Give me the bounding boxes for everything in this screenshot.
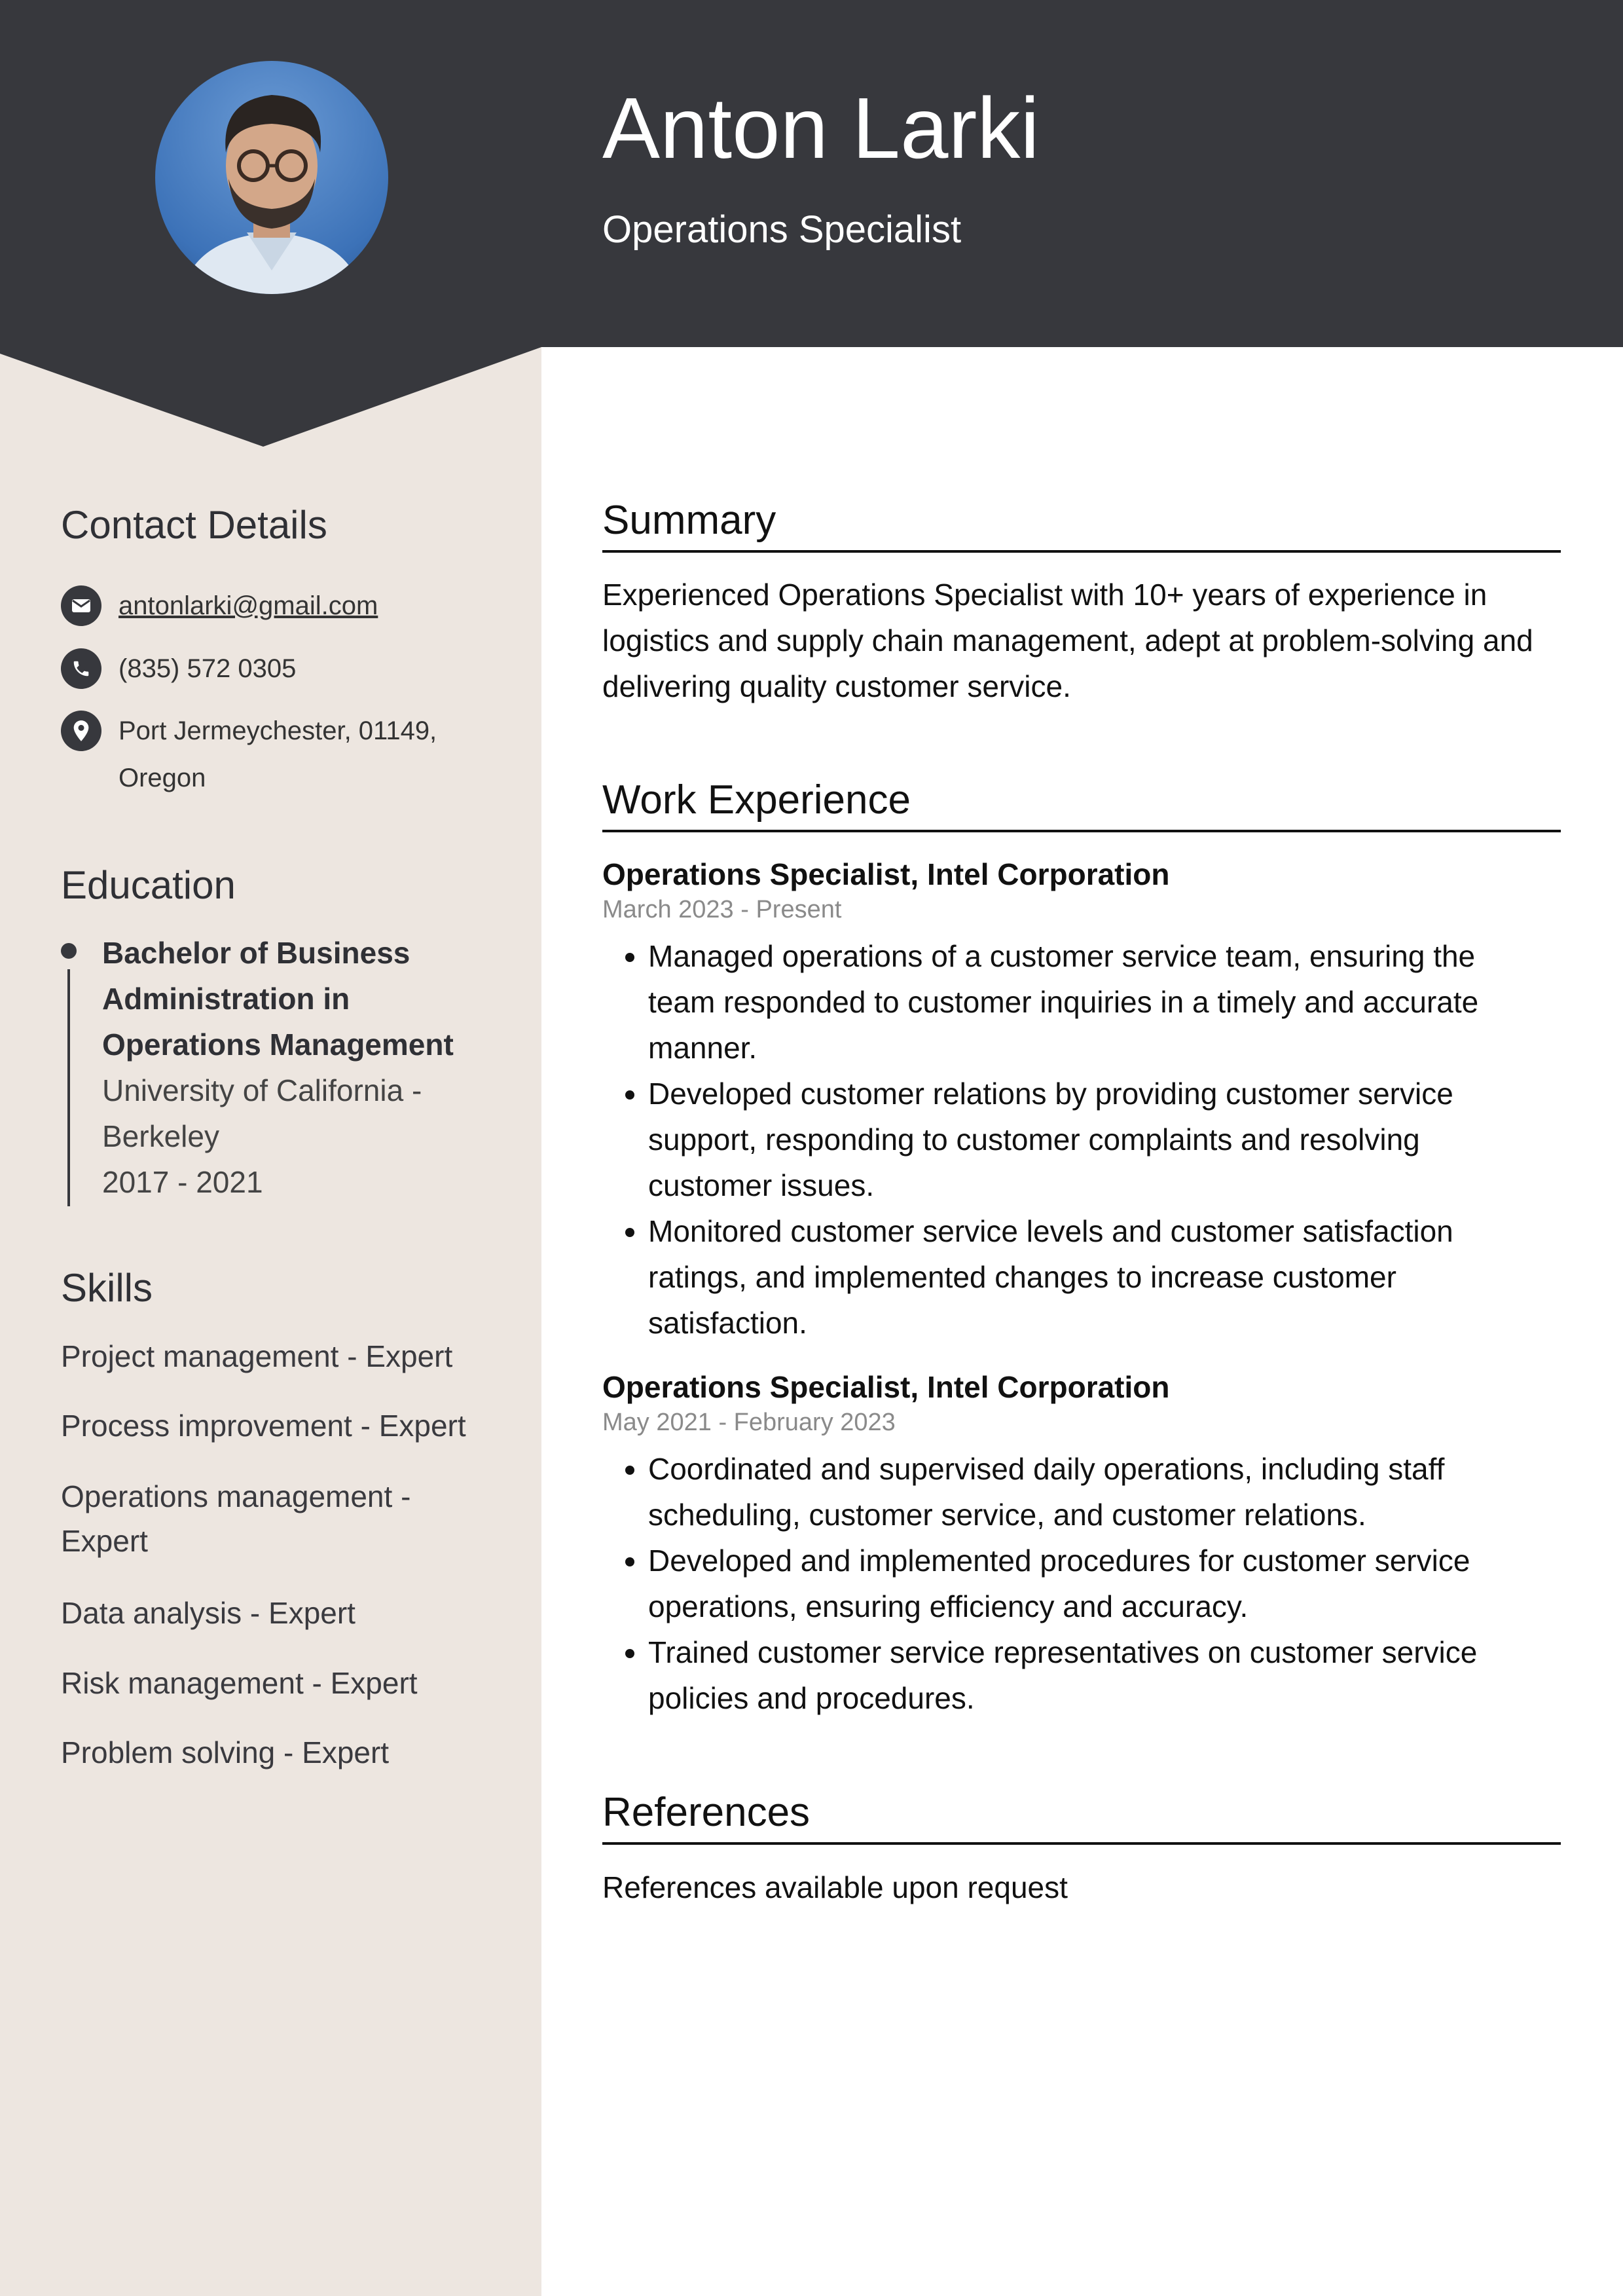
job-title: Operations Specialist, Intel Corporation [602, 857, 1170, 891]
job-dates: May 2021 - February 2023 [602, 1409, 896, 1436]
timeline-dot [61, 943, 77, 959]
email-link[interactable]: antonlarki@gmail.com [119, 591, 378, 620]
phone-icon [61, 648, 101, 689]
job-title: Operations Specialist, Intel Corporation [602, 1370, 1170, 1404]
envelope-icon [61, 585, 101, 626]
skill-item: Risk management - Expert [61, 1666, 418, 1700]
contact-heading: Contact Details [61, 503, 327, 547]
job-bullet: • Coordinated and supervised daily operations, including staff scheduling, customer service, and customer relations. [648, 1446, 1532, 1538]
job-bullets [612, 1446, 1532, 1721]
skill-item: Data analysis - Expert [61, 1596, 356, 1630]
education-entry [61, 930, 480, 1205]
references-text: References available upon request [602, 1870, 1068, 1904]
skill-item: Operations management - Expert [61, 1479, 411, 1558]
contact-phone [61, 648, 296, 692]
skills-heading: Skills [61, 1266, 153, 1310]
job-bullets [612, 933, 1532, 1346]
job-bullet: • Monitored customer service levels and customer satisfaction ratings, and implemented changes to increase customer satisfaction. [648, 1208, 1532, 1346]
timeline-line [67, 969, 70, 1206]
map-pin-icon [61, 711, 101, 751]
job-bullet: • Developed customer relations by providing customer service support, responding to customer complaints and resolving customer issues. [648, 1071, 1532, 1208]
job-dates: March 2023 - Present [602, 896, 842, 923]
skill-item: Process improvement - Expert [61, 1409, 466, 1443]
summary-text: Experienced Operations Specialist with 10+ years of experience in logistics and supply chain management, adept at problem-solving and delivering quality customer service. [602, 578, 1533, 703]
work-heading: Work Experience [602, 780, 1561, 832]
summary-heading: Summary [602, 500, 1561, 553]
phone-text: (835) 572 0305 [119, 654, 297, 683]
skill-item: Problem solving - Expert [61, 1735, 390, 1769]
job-bullet: • Developed and implemented procedures for customer service operations, ensuring efficiency and accuracy. [648, 1538, 1532, 1629]
education-heading: Education [61, 863, 236, 907]
job-bullet: • Managed operations of a customer service team, ensuring the team responded to customer inquiries in a timely and accurate manner. [648, 933, 1532, 1071]
candidate-name: Anton Larki [602, 80, 1040, 176]
address-line-2: Oregon [119, 764, 206, 792]
contact-address [61, 711, 437, 802]
address-line-1: Port Jermeychester, 01149, [119, 716, 437, 745]
contact-email [61, 585, 378, 629]
job-bullet: • Trained customer service representatives on customer service policies and procedures. [648, 1629, 1532, 1721]
skill-item: Project management - Expert [61, 1339, 453, 1373]
references-heading: References [602, 1792, 1561, 1845]
header-chevron [0, 347, 541, 447]
education-school: University of California - Berkeley [102, 1073, 422, 1153]
education-degree: Bachelor of Business Administration in Operations Management [102, 936, 454, 1062]
education-years: 2017 - 2021 [102, 1165, 263, 1199]
profile-photo [155, 61, 388, 294]
candidate-title: Operations Specialist [602, 208, 962, 251]
